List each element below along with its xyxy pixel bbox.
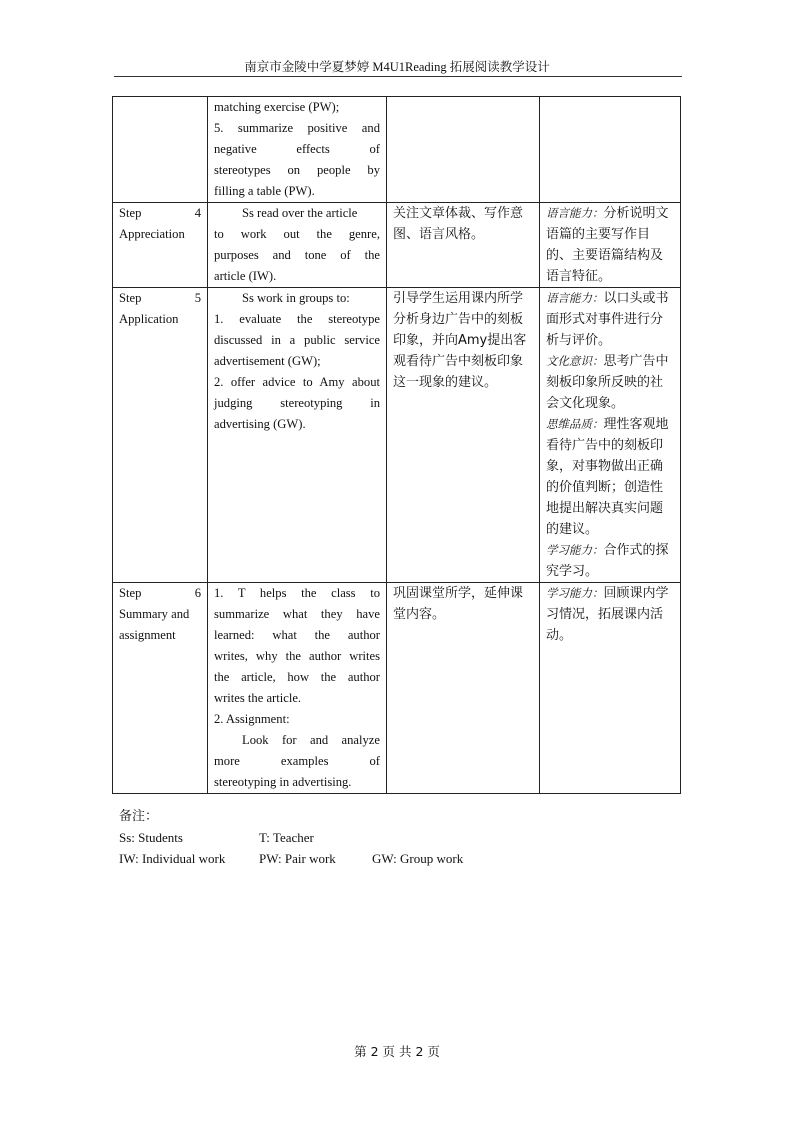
table-row (113, 288, 681, 583)
text-line: stereotyping in advertising. (214, 775, 352, 789)
page-header: 南京市金陵中学夏梦婷 M4U1Reading 拓展阅读教学设计 (244, 60, 550, 74)
purpose-cell: 巩固课堂所学，延伸课堂内容。 (387, 583, 540, 794)
text-line: learned: what the author (214, 628, 380, 642)
abbrev-pw: PW: Pair work (259, 851, 336, 866)
table-row (113, 583, 681, 794)
text-line: matching exercise (PW); (214, 100, 340, 114)
step-cell (113, 203, 208, 288)
competence-text: 回顾课内学习情况，拓展课内活动。 (546, 586, 669, 643)
step-number: 4 (194, 206, 201, 220)
text-line: the article, how the author (214, 670, 380, 684)
page-footer: 第 2 页 共 2 页 (354, 1044, 440, 1059)
step-label: Step (119, 291, 142, 305)
competence-text: 分析说明文语篇的主要写作目的、主要语篇结构及语言特征。 (546, 206, 669, 284)
competence-text: 思考广告中刻板印象所反映的社会文化现象。 (546, 354, 669, 411)
text-line: 1. T helps the class to (214, 586, 380, 600)
competence-tag: 语言能力： (546, 291, 604, 305)
step-number: 6 (194, 586, 201, 600)
purpose-cell (387, 97, 540, 203)
abbrev-ss: Ss: Students (119, 830, 183, 845)
header-rule (114, 76, 682, 77)
abbrev-gw: GW: Group work (372, 851, 464, 866)
text-line: advertisement (GW); (214, 354, 321, 368)
text-line: 5. summarize positive and (214, 121, 380, 135)
step-cell (113, 288, 208, 583)
step-label: Step (119, 586, 142, 600)
text-line: article (IW). (214, 269, 277, 283)
activity-cell (208, 583, 387, 794)
competence-cell (540, 583, 681, 794)
competence-tag: 文化意识： (546, 354, 604, 368)
competence-tag: 语言能力： (546, 206, 604, 220)
notes-section (119, 806, 463, 869)
text-line: negative effects of (214, 142, 380, 156)
text-line: advertising (GW). (214, 417, 306, 431)
competence-text: 理性客观地看待广告中的刻板印象，对事物做出正确的价值判断；创造性地提出解决真实问题的建议。 (546, 417, 669, 537)
competence-cell (540, 288, 681, 583)
purpose-cell: 引导学生运用课内所学分析身边广告中的刻板印象，并向Amy提出客观看待广告中刻板印象这一现象的建议。 (387, 288, 540, 583)
lesson-plan-table (112, 96, 681, 794)
text-line: more examples of (214, 754, 380, 768)
text-line: summarize what they have (214, 607, 380, 621)
step-number: 5 (194, 291, 201, 305)
text-line: Ss read over the article (242, 206, 358, 220)
activity-cell (208, 203, 387, 288)
purpose-cell: 关注文章体裁、写作意图、语言风格。 (387, 203, 540, 288)
step-cell (113, 97, 208, 203)
competence-tag: 学习能力： (546, 543, 604, 557)
competence-tag: 学习能力： (546, 586, 604, 600)
text-line: discussed in a public service (214, 333, 380, 347)
text-line: judging stereotyping in (214, 396, 380, 410)
abbrev-iw: IW: Individual work (119, 851, 226, 866)
step-name: Application (119, 312, 179, 326)
text-line: 2. offer advice to Amy about (214, 375, 380, 389)
text-line: Look for and analyze (242, 733, 380, 747)
table-row (113, 97, 681, 203)
competence-text: 合作式的探究学习。 (546, 543, 669, 579)
text-line: Ss work in groups to: (242, 291, 350, 305)
abbrev-t: T: Teacher (259, 830, 314, 845)
text-line: stereotypes on people by (214, 163, 380, 177)
step-cell (113, 583, 208, 794)
notes-title: 备注： (119, 809, 159, 824)
competence-tag: 思维品质： (546, 417, 604, 431)
step-name: Summary and (119, 607, 190, 621)
text-line: writes the article. (214, 691, 302, 705)
step-label: Step (119, 206, 142, 220)
competence-text: 以口头或书面形式对事件进行分析与评价。 (546, 291, 669, 348)
table-row (113, 203, 681, 288)
text-line: 1. evaluate the stereotype (214, 312, 380, 326)
activity-cell (208, 97, 387, 203)
text-line: purposes and tone of the (214, 248, 380, 262)
competence-cell (540, 97, 681, 203)
step-name: assignment (119, 628, 176, 642)
text-line: filling a table (PW). (214, 184, 315, 198)
step-name: Appreciation (119, 227, 185, 241)
competence-cell (540, 203, 681, 288)
text-line: to work out the genre, (214, 227, 380, 241)
activity-cell (208, 288, 387, 583)
text-line: writes, why the author writes (214, 649, 380, 663)
text-line: 2. Assignment: (214, 712, 290, 726)
